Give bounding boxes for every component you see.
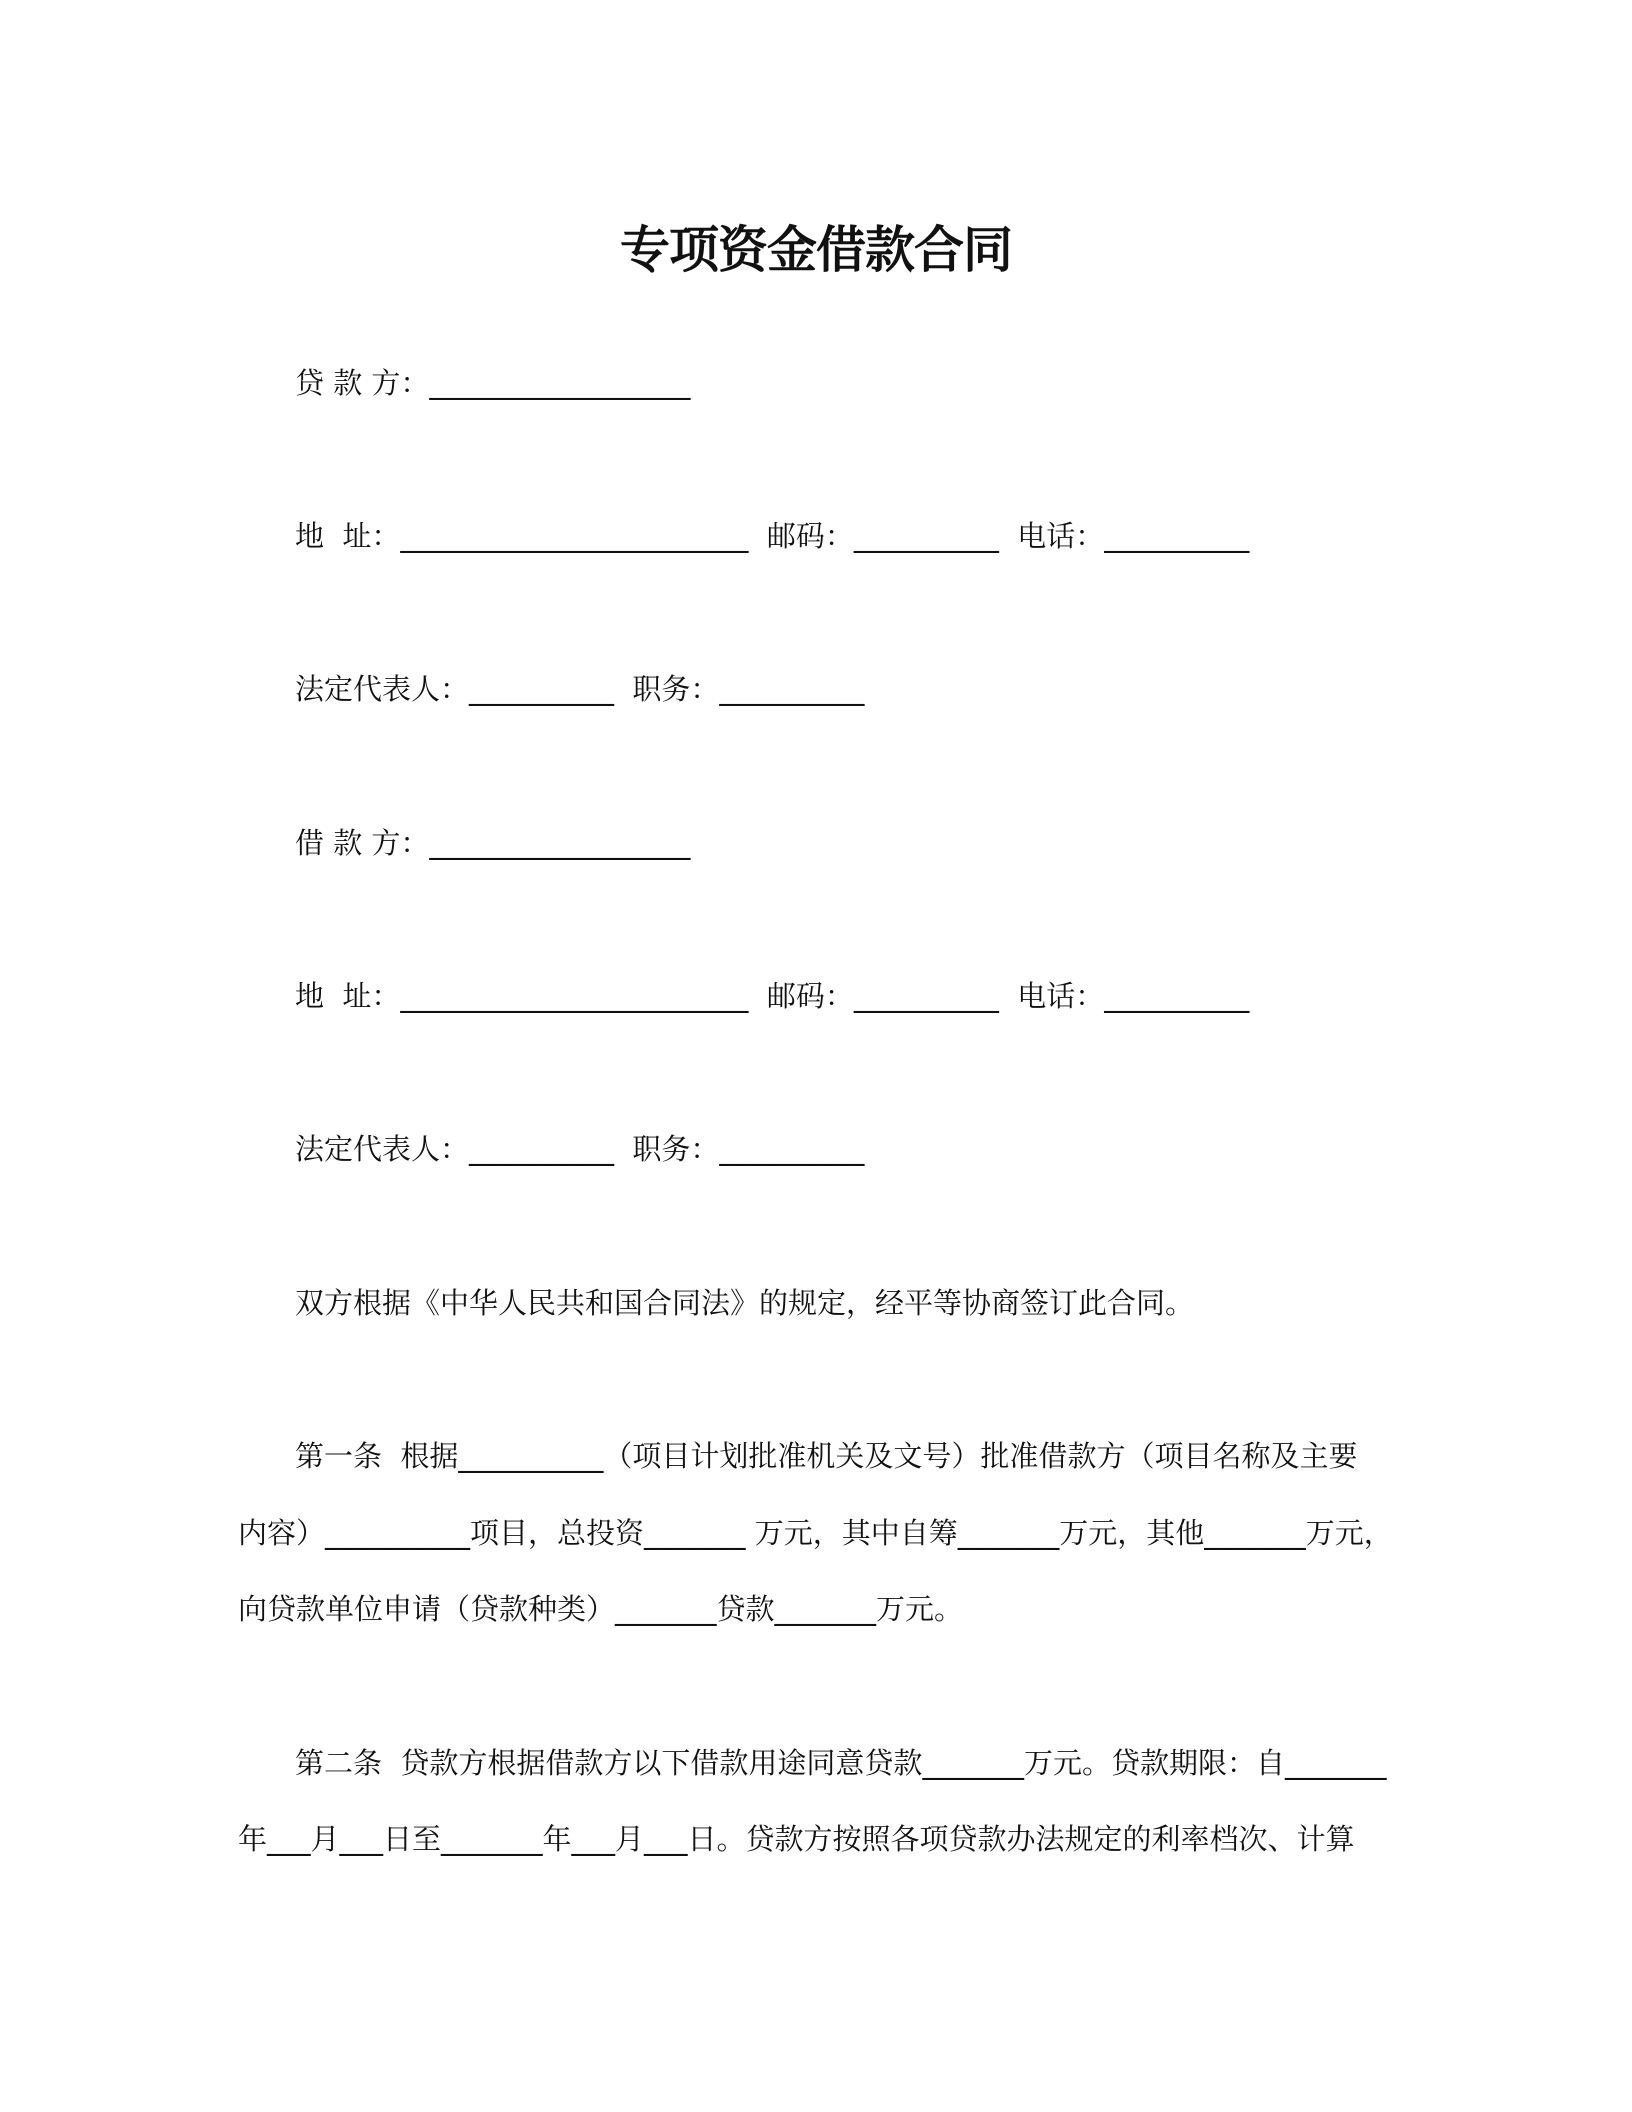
article-1-line-1: 第一条 根据__________（项目计划批准机关及文号）批准借款方（项目名称及主要: [295, 1439, 1358, 1473]
article-2-line-1: 第二条 贷款方根据借款方以下借款用途同意贷款_______万元。贷款期限：自_______: [295, 1746, 1387, 1780]
article-2-line-2: 年___月___日至_______年___月___日。贷款方按照各项贷款办法规定的利率档次、计算: [238, 1822, 1355, 1856]
borrower-representative-line: 法定代表人：__________ 职务：__________: [295, 1132, 865, 1166]
lender-name-line: 贷 款 方：__________________: [295, 366, 691, 400]
article-1-line-2: 内容）__________项目，总投资_______ 万元，其中自筹_______万元，其他_______万元，: [238, 1516, 1393, 1550]
lender-address-line: 地 址：________________________ 邮码：__________ 电话：__________: [295, 519, 1250, 553]
lender-representative-line: 法定代表人：__________ 职务：__________: [295, 672, 865, 706]
preamble-paragraph: 双方根据《中华人民共和国合同法》的规定，经平等协商签订此合同。: [295, 1286, 1195, 1320]
borrower-address-line: 地 址：________________________ 邮码：__________ 电话：__________: [295, 979, 1250, 1013]
borrower-name-line: 借 款 方：__________________: [295, 826, 691, 860]
article-1-line-3: 向贷款单位申请（贷款种类）_______贷款_______万元。: [238, 1592, 964, 1626]
document-title: 专项资金借款合同: [620, 221, 1012, 279]
